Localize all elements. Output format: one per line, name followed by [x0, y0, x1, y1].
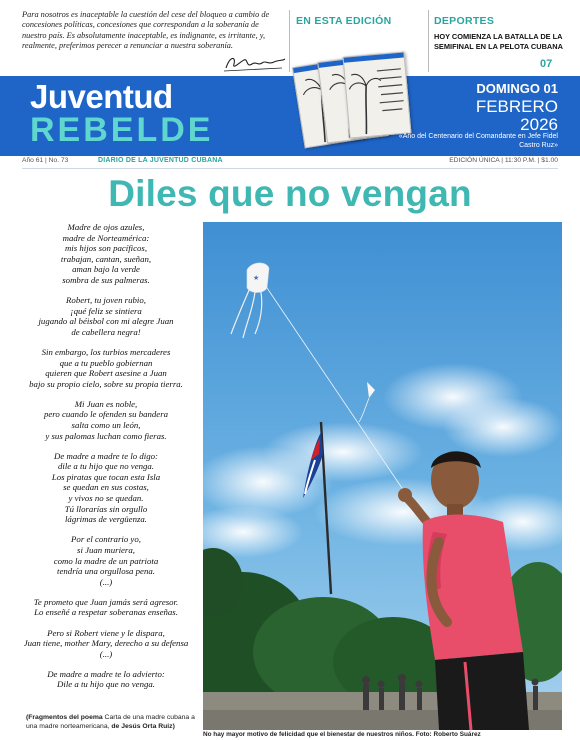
- poem-stanza: [14, 451, 198, 525]
- poem-line: De madre a madre te lo digo:: [54, 450, 158, 461]
- poem-line: Pero si Robert viene y le dispara,: [47, 627, 165, 638]
- poem-stanza: [14, 534, 198, 587]
- poem-line: Lo enseñé a respetar soberanas enseñas.: [34, 607, 178, 618]
- poem-line: Los piratas que tocan esta Isla: [51, 471, 161, 482]
- poem-source-title: Carta de una madre cubana a una madre norteamericana,: [26, 714, 195, 730]
- poem-line: tendría una orgullosa pena.: [57, 566, 155, 577]
- poem-line: De madre a madre te lo advierto:: [47, 668, 165, 679]
- poem-source: [26, 713, 196, 731]
- poem-stanza: [14, 347, 198, 389]
- poem-line: bajo su propio cielo, sobre su propia tierra.: [29, 378, 183, 389]
- top-strip: [0, 0, 580, 76]
- poem-source-prefix: (Fragmentos del poema: [26, 714, 103, 721]
- poem-line: Tú llorarías sin orgullo: [64, 503, 148, 514]
- photo-caption: No hay mayor motivo de felicidad que el bienestar de nuestros niños. Foto: Roberto Suárez: [203, 731, 481, 738]
- quote-text: Para nosotros es inaceptable la cuestión del cese del bloqueo a cambio de concesiones políticas, concesiones que correspondan a la soberanía de nuestro país. Es absolutamente inaceptable, es indignante, es irritante, y, realmente, preferimos perecer a renunciar a nuestra soberanía.: [22, 10, 270, 51]
- date-day: DOMINGO 01: [476, 81, 558, 96]
- poem-line: quieren que Robert asesine a Juan: [45, 368, 167, 379]
- fidel-quote: [22, 10, 282, 72]
- poem-line: lágrimas de vergüenza.: [64, 514, 147, 525]
- poem-line: Mi Juan es noble,: [74, 398, 138, 409]
- poem-line: que a tu pueblo gobiernan: [59, 357, 153, 368]
- poem-line: trabajan, cantan, sueñan,: [60, 253, 152, 264]
- poem-line: mis hijos son pacíficos,: [64, 243, 148, 254]
- poem-line: sombra de sus palmeras.: [62, 274, 150, 285]
- poem-stanza: [14, 399, 198, 441]
- logo-rebelde[interactable]: REBELDE: [30, 111, 214, 149]
- logo-juventud[interactable]: Juventud: [30, 78, 173, 115]
- poem-line: ¡qué feliz se sintiera: [70, 305, 142, 316]
- poem-stanza: [14, 222, 198, 286]
- sports-page-number: 07: [540, 58, 553, 70]
- edition-section-label: EN ESTA EDICIÓN: [296, 15, 392, 27]
- divider: [22, 168, 558, 169]
- sports-teaser[interactable]: HOY COMIENZA LA BATALLA DE LA SEMIFINAL EN LA PELOTA CUBANA: [434, 32, 563, 51]
- poem-line: pero cuando le ofenden su bandera: [43, 409, 169, 420]
- main-photo[interactable]: [203, 222, 562, 730]
- date-month: FEBRERO: [475, 97, 558, 116]
- year-motto: «Año del Centenario del Comandante en Jefe Fidel Castro Ruz»: [398, 133, 558, 149]
- poem-line: Robert, tu joven rubio,: [66, 295, 146, 306]
- poem-line: como la madre de un patriota: [53, 555, 159, 566]
- kite-boy-photo: [203, 222, 562, 730]
- issue-number: Año 61 | No. 73: [22, 157, 69, 164]
- signature-icon: [222, 52, 288, 74]
- date-year: 2026: [520, 115, 558, 134]
- poem-line: Sin embargo, los turbios mercaderes: [41, 346, 171, 357]
- poem-line: madre de Norteamérica:: [62, 232, 150, 243]
- poem-line: si Juan muriera,: [77, 544, 135, 555]
- poem-stanza: [14, 669, 198, 690]
- svg-text:★: ★: [253, 274, 260, 282]
- divider: [289, 10, 290, 72]
- poem-line: salta como un león,: [71, 420, 141, 430]
- poem-line: aman bajo la verde: [72, 264, 140, 275]
- poem-line: de cabellera negra!: [71, 326, 141, 337]
- poem-line: (...): [99, 648, 113, 659]
- poem-line: dile a tu hijo que no venga.: [57, 461, 154, 472]
- edition-thumbnail-front[interactable]: [343, 51, 412, 138]
- poem-line: y sus palomas luchan como fieras.: [45, 430, 167, 441]
- poem-line: Juan tiene, mother Mary, derecho a su defensa: [23, 638, 189, 649]
- poem-stanza: [14, 295, 198, 337]
- paper-tagline: DIARIO DE LA JUVENTUD CUBANA: [98, 157, 223, 164]
- poem-column: [14, 222, 198, 699]
- poem-line: jugando al béisbol con mi alegre Juan: [38, 316, 174, 327]
- poem-line: Madre de ojos azules,: [67, 222, 145, 232]
- divider: [428, 10, 429, 72]
- poem-line: Por el contrario yo,: [71, 534, 141, 545]
- edition-info: EDICIÓN ÚNICA | 11:30 P.M. | $1.00: [449, 157, 558, 164]
- poem-stanza: [14, 628, 198, 660]
- poem-line: Dile a tu hijo que no venga.: [57, 679, 155, 690]
- poem-stanza: [14, 597, 198, 618]
- poem-line: y vivos no se quedan.: [68, 493, 144, 504]
- page-headline: Diles que no vengan: [108, 173, 472, 214]
- poem-line: Te prometo que Juan jamás será agresor.: [33, 596, 179, 607]
- palm-tree-icon: [344, 52, 413, 139]
- sports-section-label[interactable]: DEPORTES: [434, 15, 495, 27]
- poem-line: se quedan en sus costas,: [63, 482, 149, 493]
- poem-source-author: de Jesús Orta Ruiz): [109, 723, 175, 730]
- poem-line: (...): [99, 576, 113, 587]
